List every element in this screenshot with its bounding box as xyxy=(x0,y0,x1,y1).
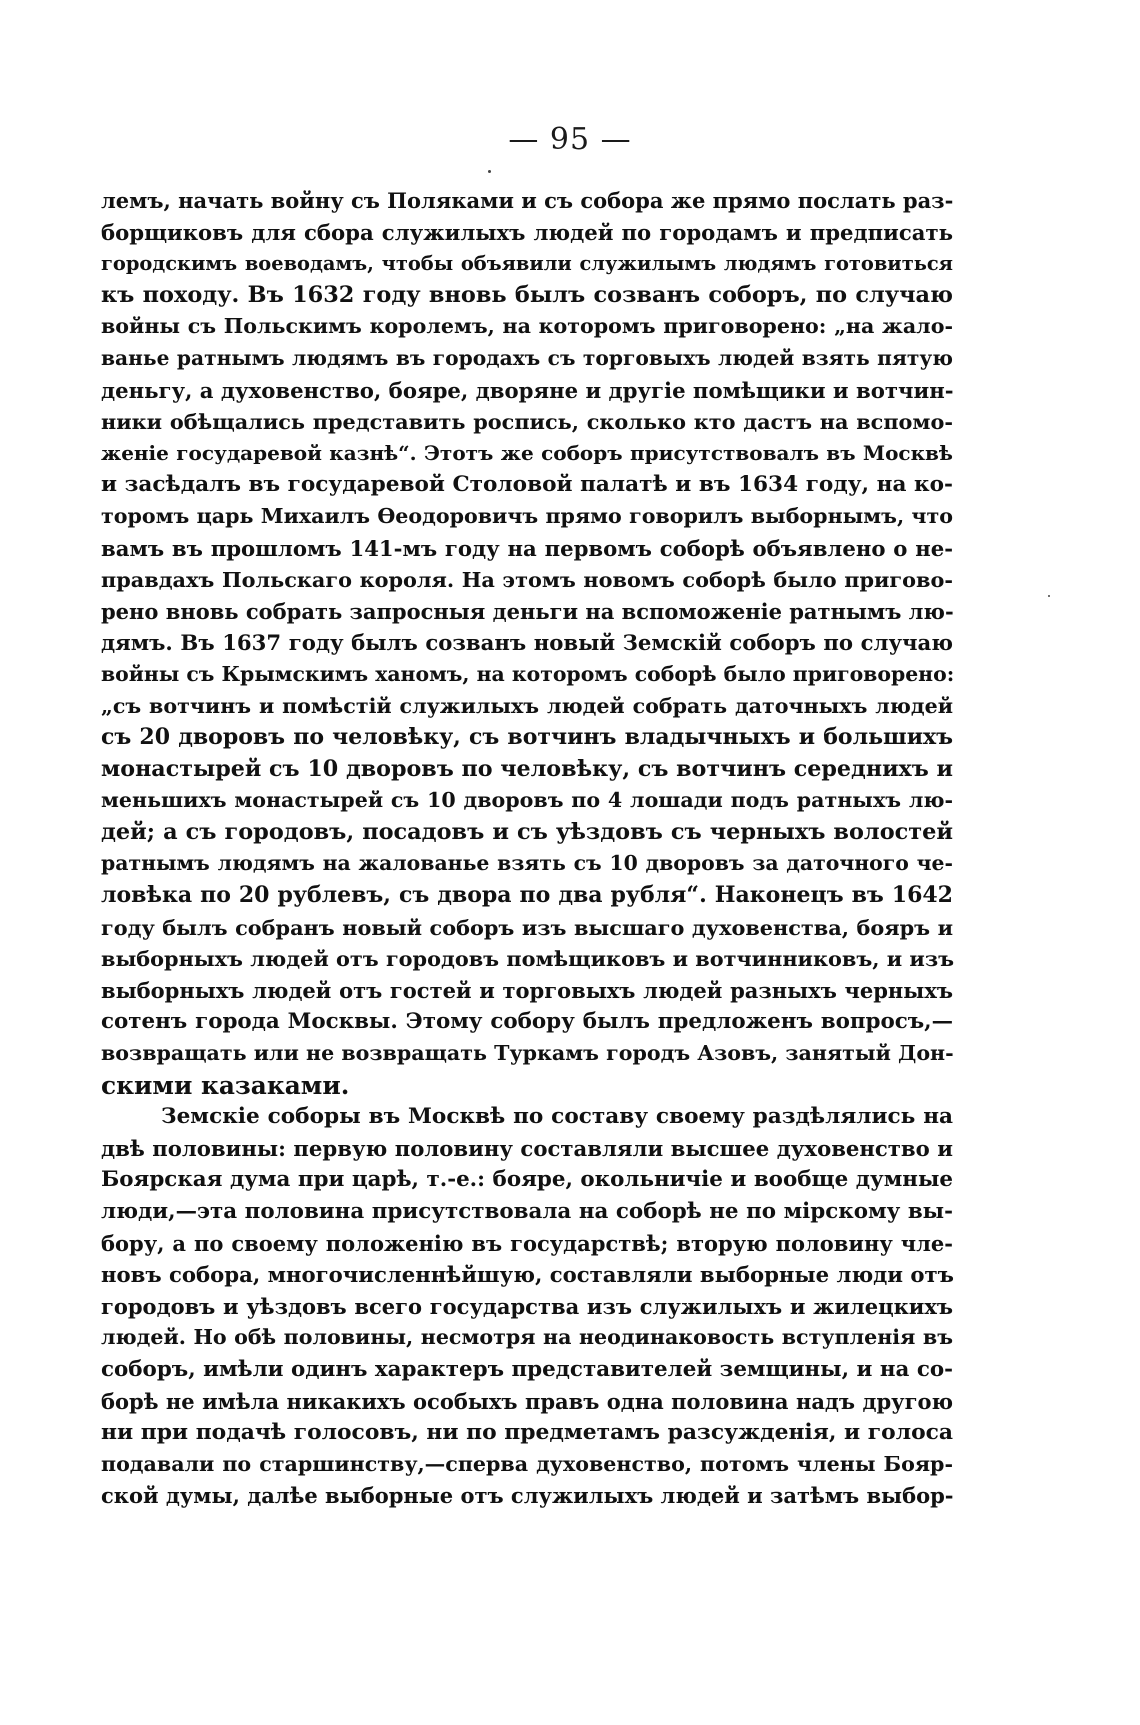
text-line: ники обѣщались представить роспись, сколько кто дастъ на вспомо- xyxy=(101,409,953,435)
text-line: войны съ Польскимъ королемъ, на которомъ приговорено: „на жало- xyxy=(101,314,953,339)
text-line: соборъ, имѣли одинъ характеръ представителей земщины, и на со- xyxy=(101,1356,953,1382)
text-line: меньшихъ монастырей съ 10 дворовъ по 4 лошади подъ ратныхъ лю- xyxy=(101,788,953,813)
text-line: двѣ половины: первую половину составляли высшее духовенство и xyxy=(101,1135,953,1161)
body-text xyxy=(101,185,953,1512)
text-line: ратнымъ людямъ на жалованье взять съ 10 дворовъ за даточного че- xyxy=(101,851,953,876)
text-line: году былъ собранъ новый соборъ изъ высшаго духовенства, бояръ и xyxy=(101,914,953,940)
text-line: возвращать или не возвращать Туркамъ городъ Азовъ, занятый Дон- xyxy=(101,1041,954,1066)
text-line: къ походу. Въ 1632 году вновь былъ созванъ соборъ, по случаю xyxy=(101,281,953,308)
text-line: и засѣдалъ въ государевой Столовой палатѣ и въ 1634 году, на ко- xyxy=(101,472,953,498)
text-line: городскимъ воеводамъ, чтобы объявили служилымъ людямъ готовиться xyxy=(101,252,953,276)
text-line: люди,—эта половина присутствовала на соборѣ не по мірскому вы- xyxy=(101,1199,953,1224)
text-line: правдахъ Польскаго короля. На этомъ новомъ соборѣ было пригово- xyxy=(101,567,953,593)
text-line: борѣ не имѣла никакихъ особыхъ правъ одна половина надъ другою xyxy=(101,1388,953,1414)
text-line: вамъ въ прошломъ 141-мъ году на первомъ соборѣ объявлено о не- xyxy=(101,535,953,561)
text-line: женіе государевой казнѣ“. Этотъ же соборъ присутствовалъ въ Москвѣ xyxy=(101,440,953,465)
text-line: выборныхъ людей отъ гостей и торговыхъ людей разныхъ черныхъ xyxy=(101,977,953,1003)
text-line: лемъ, начать войну съ Поляками и съ собора же прямо послать раз- xyxy=(101,188,954,213)
text-line: новъ собора, многочисленнѣйшую, составляли выборные люди отъ xyxy=(101,1262,954,1288)
text-line: Боярская дума при царѣ, т.-е.: бояре, окольничіе и вообще думные xyxy=(101,1167,953,1193)
text-line: выборныхъ людей отъ городовъ помѣщиковъ и вотчинниковъ, и изъ xyxy=(101,946,955,972)
text-line: съ 20 дворовъ по человѣку, съ вотчинъ владычныхъ и большихъ xyxy=(101,724,953,751)
text-line: деньгу, а духовенство, бояре, дворяне и другіе помѣщики и вотчин- xyxy=(101,377,954,403)
text-line: рено вновь собрать запросныя деньги на вспоможеніе ратнымъ лю- xyxy=(101,598,954,624)
text-line: ванье ратнымъ людямъ въ городахъ съ торговыхъ людей взять пятую xyxy=(101,345,953,370)
print-speck xyxy=(1048,595,1050,597)
text-line: монастырей съ 10 дворовъ по человѣку, съ вотчинъ середнихъ и xyxy=(101,755,953,782)
text-line: людей. Но обѣ половины, несмотря на неодинаковость вступленія въ xyxy=(101,1325,953,1350)
text-line: скими казаками. xyxy=(101,1070,350,1100)
paragraph-first-line: Земскіе соборы въ Москвѣ по составу своему раздѣлялись на xyxy=(161,1104,953,1130)
text-line: дямъ. Въ 1637 году былъ созванъ новый Земскій соборъ по случаю xyxy=(101,630,953,656)
text-line: торомъ царь Михаилъ Өеодоровичъ прямо говорилъ выборнымъ, что xyxy=(101,503,953,528)
text-line: городовъ и уѣздовъ всего государства изъ служилыхъ и жилецкихъ xyxy=(101,1293,953,1319)
text-line: ловѣка по 20 рублевъ, съ двора по два рубля“. Наконецъ въ 1642 xyxy=(101,882,953,909)
text-line: ни при подачѣ голосовъ, ни по предметамъ разсужденія, и голоса xyxy=(101,1420,953,1446)
text-line: дей; а съ городовъ, посадовъ и съ уѣздовъ съ черныхъ волостей xyxy=(101,818,953,845)
text-line: войны съ Крымскимъ ханомъ, на которомъ соборѣ было приговорено: xyxy=(101,661,955,686)
text-line: бору, а по своему положенію въ государствѣ; вторую половину чле- xyxy=(101,1230,953,1256)
text-line: „съ вотчинъ и помѣстій служилыхъ людей собрать даточныхъ людей xyxy=(101,693,953,718)
text-line: ской думы, далѣе выборные отъ служилыхъ людей и затѣмъ выбор- xyxy=(101,1483,954,1509)
page-number: — 95 — xyxy=(508,122,632,157)
text-line: сотенъ города Москвы. Этому собору былъ предложенъ вопросъ,— xyxy=(101,1009,953,1035)
text-line: подавали по старшинству,—сперва духовенство, потомъ члены Бояр- xyxy=(101,1451,953,1476)
text-line: борщиковъ для сбора служилыхъ людей по городамъ и предписать xyxy=(101,219,953,245)
print-speck xyxy=(488,170,491,173)
